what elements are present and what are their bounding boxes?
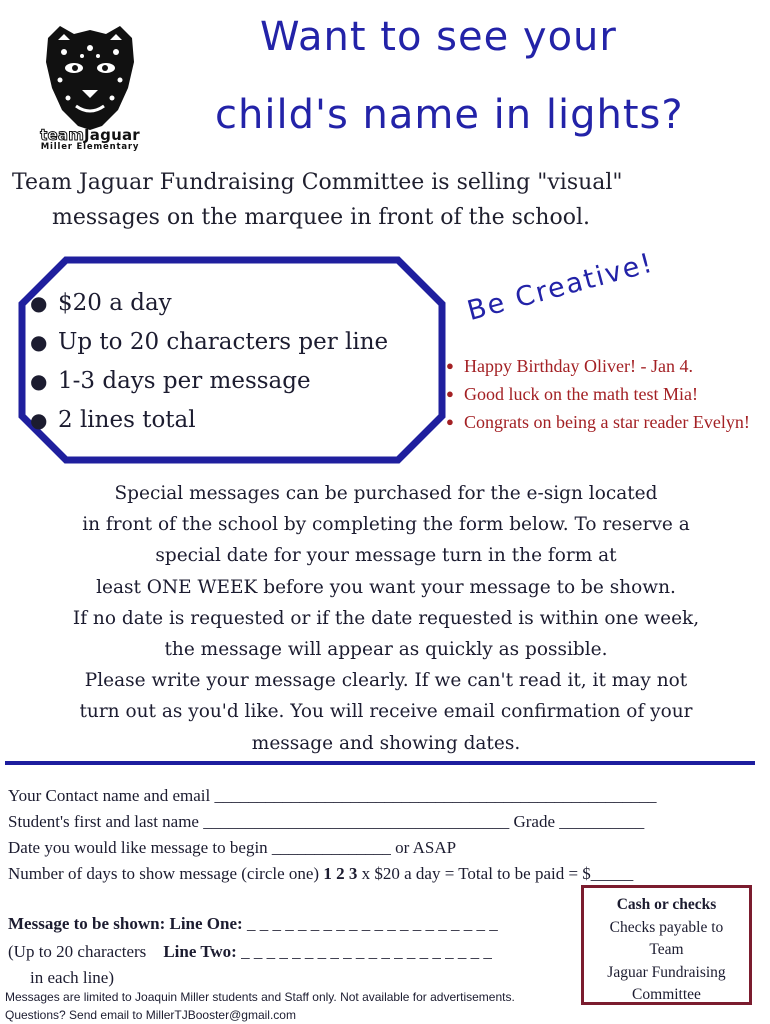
message-line-one[interactable] [8,914,498,934]
intro-line-2: messages on the marquee in front of the school. [52,205,590,230]
feature-text: $20 a day [58,290,172,316]
body-line: Special messages can be purchased for the e-sign located [114,483,658,504]
payment-line: Checks payable to [609,918,724,936]
features-list [30,284,388,440]
list-item: ● 1-3 days per message [30,368,311,394]
divider [5,761,755,765]
days-total[interactable]: x $20 a day = Total to be paid = $_____ [357,864,634,883]
body-line: special date for your message turn in the form at [155,545,617,567]
list-item: ● Congrats on being a star reader Evelyn! [446,412,750,432]
payment-title: Cash or checks [616,896,717,913]
payment-line: Committee [632,986,701,1003]
logo-brand: Jaguar [84,126,140,144]
days-options[interactable]: 1 2 3 [323,864,358,883]
feature-text: 2 lines total [58,407,196,433]
list-item: ● Happy Birthday Oliver! - Jan 4. [446,356,693,376]
payment-line: Team [649,941,684,958]
example-messages [444,352,768,436]
logo-wordmark [34,126,146,152]
be-creative-heading: Be Creative! [463,247,658,327]
line-two-blank[interactable]: _ _ _ _ _ _ _ _ _ _ _ _ _ _ _ _ _ _ _ _ [236,942,492,961]
body-line: turn out as you'd like. You will receive email confirmation of your [79,701,693,723]
example-text: Congrats on being a star reader Evelyn! [464,412,750,432]
body-line: in front of the school by completing the form below. To reserve a [82,514,690,536]
line-one-label: Message to be shown: Line One: [8,914,243,933]
days-field[interactable] [8,864,633,884]
line-one-blank[interactable]: _ _ _ _ _ _ _ _ _ _ _ _ _ _ _ _ _ _ _ _ [242,914,498,933]
body-line: least ONE WEEK before you want your message to be shown. [96,576,676,598]
instructions-paragraph [10,478,762,759]
chars-note-2: in each line) [30,968,115,987]
example-text: Good luck on the math test Mia! [464,384,698,404]
student-field[interactable]: Student's first and last name ____________________________________ Grade __________ [8,812,645,831]
title-line-1: Want to see your [260,14,617,60]
days-label: Number of days to show message (circle one) [8,864,324,883]
feature-text: 1-3 days per message [58,368,311,394]
contact-field[interactable]: Your Contact name and email ____________________________________________________ [8,786,657,805]
payment-line: Jaguar Fundraising [607,963,726,981]
list-item: ● Up to 20 characters per line [30,329,389,355]
example-text: Happy Birthday Oliver! - Jan 4. [464,356,693,376]
body-line: If no date is requested or if the date requested is within one week, [72,607,700,629]
logo-team-word: team [40,126,85,144]
chars-note: (Up to 20 characters [8,942,147,961]
list-item: ● Good luck on the math test Mia! [446,384,698,404]
list-item: ● 2 lines total [30,407,196,433]
intro-line-1: Team Jaguar Fundraising Committee is selling "visual" [12,170,623,195]
message-line-two[interactable] [8,942,492,962]
footer-note: Messages are limited to Joaquin Miller students and Staff only. Not available for advertisements. [5,990,515,1004]
footer-contact: Questions? Send email to MillerTJBooster@gmail.com [5,1008,296,1022]
list-item: ● $20 a day [30,290,172,316]
logo-school: Miller Elementary [40,142,140,152]
date-field[interactable]: Date you would like message to begin ______________ or ASAP [8,838,457,857]
body-line: message and showing dates. [251,732,521,754]
body-line: the message will appear as quickly as possible. [164,639,608,661]
body-line: Please write your message clearly. If we can't read it, it may not [84,670,688,692]
payment-box [581,885,752,1005]
feature-text: Up to 20 characters per line [58,329,389,355]
title-line-2: child's name in lights? [215,92,684,138]
line-two-label: Line Two: [163,942,237,961]
